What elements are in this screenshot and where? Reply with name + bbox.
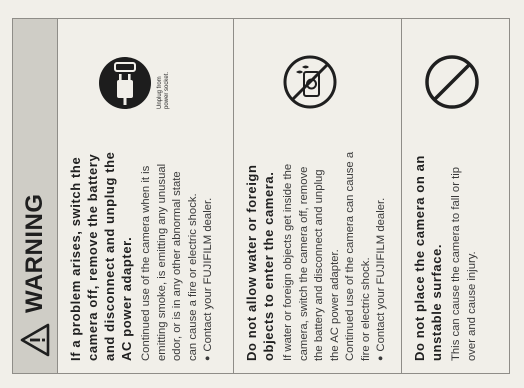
warning-box (12, 18, 510, 374)
section-icon-col (233, 19, 401, 147)
warning-section-water (233, 19, 402, 373)
section-text (411, 151, 499, 361)
warning-section-problem (57, 19, 234, 373)
section-lead: If a problem arises, switch the camera off, remove the battery and disconnect and unplug the AC power adapter. (68, 151, 134, 361)
section-bullet: ● Contact your FUJIFILM dealer. (201, 151, 217, 361)
section-bullet: ● Contact your FUJIFILM dealer. (374, 151, 390, 361)
section-body-1: If water or foreign objects get inside the camera, switch the camera off, remove the battery and disconnect and unplug the AC power adapter. (282, 163, 341, 361)
section-body: Continued use of the camera when it is emitting smoke, is emitting any unusual odor, or is in any other abnormal state can cause a fire or electric shock. (140, 163, 199, 361)
section-text (67, 151, 223, 361)
section-body: This can cause the camera to fall or tip over and cause injury. (450, 166, 478, 361)
section-text (243, 151, 391, 361)
warning-section-unstable (401, 19, 509, 373)
section-icon-col (57, 19, 233, 147)
unplug-caption-2: power socket. (164, 71, 170, 109)
unplug-caption-1: Unplug from (157, 76, 163, 109)
warning-triangle-icon (20, 323, 50, 357)
unplug-icon (97, 55, 153, 111)
section-icon-col (401, 19, 509, 147)
warning-header (13, 19, 58, 373)
section-lead: Do not place the camera on an unstable surface. (412, 155, 444, 361)
section-lead: Do not allow water or foreign objects to enter the camera. (244, 164, 276, 361)
prohibited-icon (423, 53, 481, 111)
section-body-2: Continued use of the camera can cause a fire or electric shock. (344, 151, 372, 361)
no-water-icon (281, 53, 339, 111)
warning-title: WARNING (21, 193, 48, 313)
